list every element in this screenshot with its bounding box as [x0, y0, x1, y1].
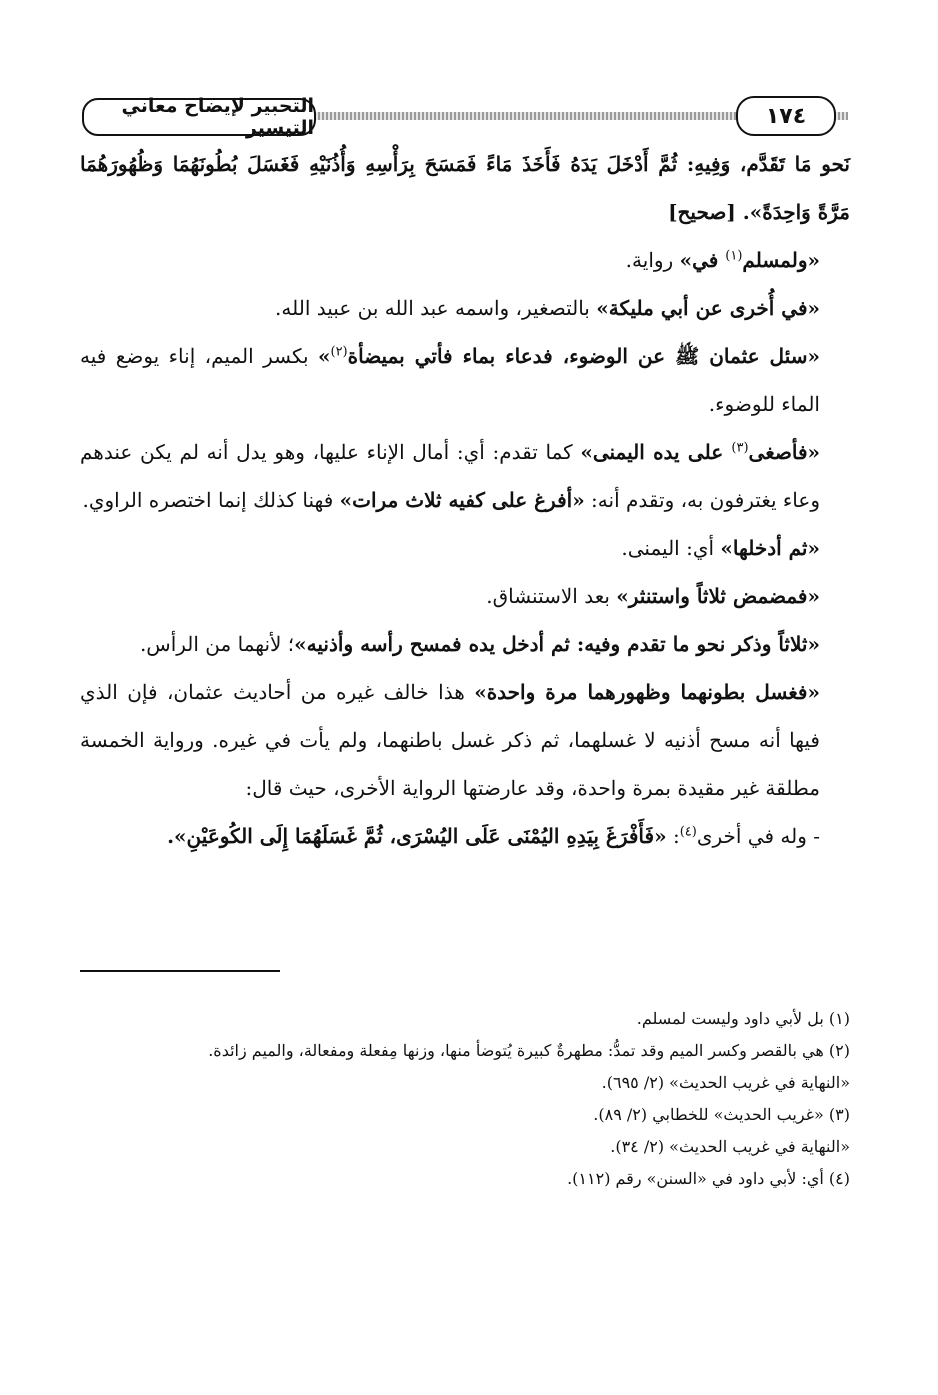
- paragraph: [80, 140, 850, 236]
- quoted-phrase: «سئل عثمان ﷺ عن الوضوء، فدعاء بماء فأتي بميضأة: [347, 344, 820, 368]
- footnote-ref[interactable]: (٢): [330, 344, 348, 360]
- commentary-text: بالتصغير، واسمه عبد الله بن عبيد الله.: [275, 296, 597, 320]
- footnote: (٣) «غريب الحديث» للخطابي (٢/ ٨٩).: [593, 1105, 850, 1124]
- running-header: [82, 95, 848, 139]
- footnote: «النهاية في غريب الحديث» (٢/ ٦٩٥).: [601, 1073, 850, 1092]
- paragraph: [80, 668, 850, 812]
- punctuation: :: [666, 824, 680, 848]
- quoted-phrase: «ثم أدخلها»: [720, 536, 820, 560]
- paragraph: [80, 572, 850, 620]
- paragraph: [80, 332, 850, 428]
- page-number: ١٧٤: [736, 96, 836, 136]
- commentary-text: هذا خالف غيره من أحاديث عثمان، فإن الذي فيها أنه مسح أذنيه لا غسلهما، ثم ذكر غسل باطنهما، ولم يأت في غيره. ورواية الخمسة مطلقة غير مقيدة بمرة واحدة، وقد عارضتها الرواية الأخرى، حيث قال:: [80, 680, 820, 800]
- commentary-text: بعد الاستنشاق.: [486, 584, 617, 608]
- paragraph: [80, 284, 850, 332]
- quoted-phrase: «أفرغ على كفيه ثلاث مرات»: [339, 488, 585, 512]
- quoted-phrase-end: »: [317, 344, 331, 368]
- hadith-text: «فَأَفْرَغَ بِيَدِهِ اليُمْنَى عَلَى اليُسْرَى، ثُمَّ غَسَلَهُمَا إِلَى الكُوعَيْنِ».: [167, 824, 667, 848]
- commentary-text: أي: اليمنى.: [621, 536, 721, 560]
- footnote: (٤) أي: لأبي داود في «السنن» رقم (١١٢).: [567, 1169, 850, 1188]
- paragraph: [80, 428, 850, 524]
- footnote-ref[interactable]: (٣): [731, 440, 749, 456]
- footnote-ref[interactable]: (١): [725, 248, 743, 264]
- quoted-phrase: «ولمسلم: [742, 248, 820, 272]
- quoted-phrase-end: في»: [679, 248, 726, 272]
- footnote-ref[interactable]: (٤): [679, 824, 697, 840]
- commentary-text: كما تقدم: أي: أمال الإناء عليها، وهو يدل أنه لم يكن عندهم وعاء يغترفون به، وتقدم أنه:: [80, 440, 820, 512]
- paragraph: [80, 812, 850, 860]
- footnote: (١) بل لأبي داود وليست لمسلم.: [636, 1009, 850, 1028]
- quoted-phrase-mid: على يده اليمنى»: [580, 440, 732, 464]
- paragraph: [80, 524, 850, 572]
- book-title: التحبير لإيضاح معاني التيسير: [82, 98, 316, 136]
- footnote: (٢) هي بالقصر وكسر الميم وقد تمدُّ: مطهرةٌ كبيرة يُتوضأ منها، وزنها مِفعلة ومفعالة، والميم زائدة.: [208, 1041, 850, 1060]
- main-text: [80, 140, 850, 860]
- quoted-phrase: «فغسل بطونهما وظهورهما مرة واحدة»: [474, 680, 820, 704]
- footnote: «النهاية في غريب الحديث» (٢/ ٣٤).: [610, 1137, 850, 1156]
- commentary-text: رواية.: [625, 248, 680, 272]
- quoted-phrase: «ثلاثاً وذكر نحو ما تقدم وفيه: ثم أدخل يده فمسح رأسه وأذنيه»: [294, 632, 820, 656]
- quoted-phrase: «في أُخرى عن أبي مليكة»: [596, 296, 820, 320]
- footnotes: [80, 1003, 850, 1195]
- commentary-text: ؛ لأنهما من الرأس.: [139, 632, 295, 656]
- quoted-phrase: «فأصغى: [748, 440, 821, 464]
- footnote-separator: [80, 970, 280, 972]
- hadith-text: نَحو مَا تَقَدَّم، وَفِيهِ: ثُمَّ أَدْخَلَ يَدَهُ فَأَخَذَ مَاءً فَمَسَحَ بِرَأْسِهِ وَأُذُنَيْهِ فَغَسَلَ بُطُونَهُمَا وَظُهُورَهُمَا مَرَّةً وَاحِدَةً». [صحيح]: [80, 152, 850, 224]
- paragraph: [80, 236, 850, 284]
- commentary-text: فهنا كذلك إنما اختصره الراوي.: [82, 488, 340, 512]
- paragraph: [80, 620, 850, 668]
- commentary-text: بكسر الميم، إناء يوضع فيه الماء للوضوء.: [80, 344, 820, 416]
- quoted-phrase: «فمضمض ثلاثاً واستنثر»: [616, 584, 820, 608]
- commentary-text: - وله في أخرى: [696, 824, 820, 848]
